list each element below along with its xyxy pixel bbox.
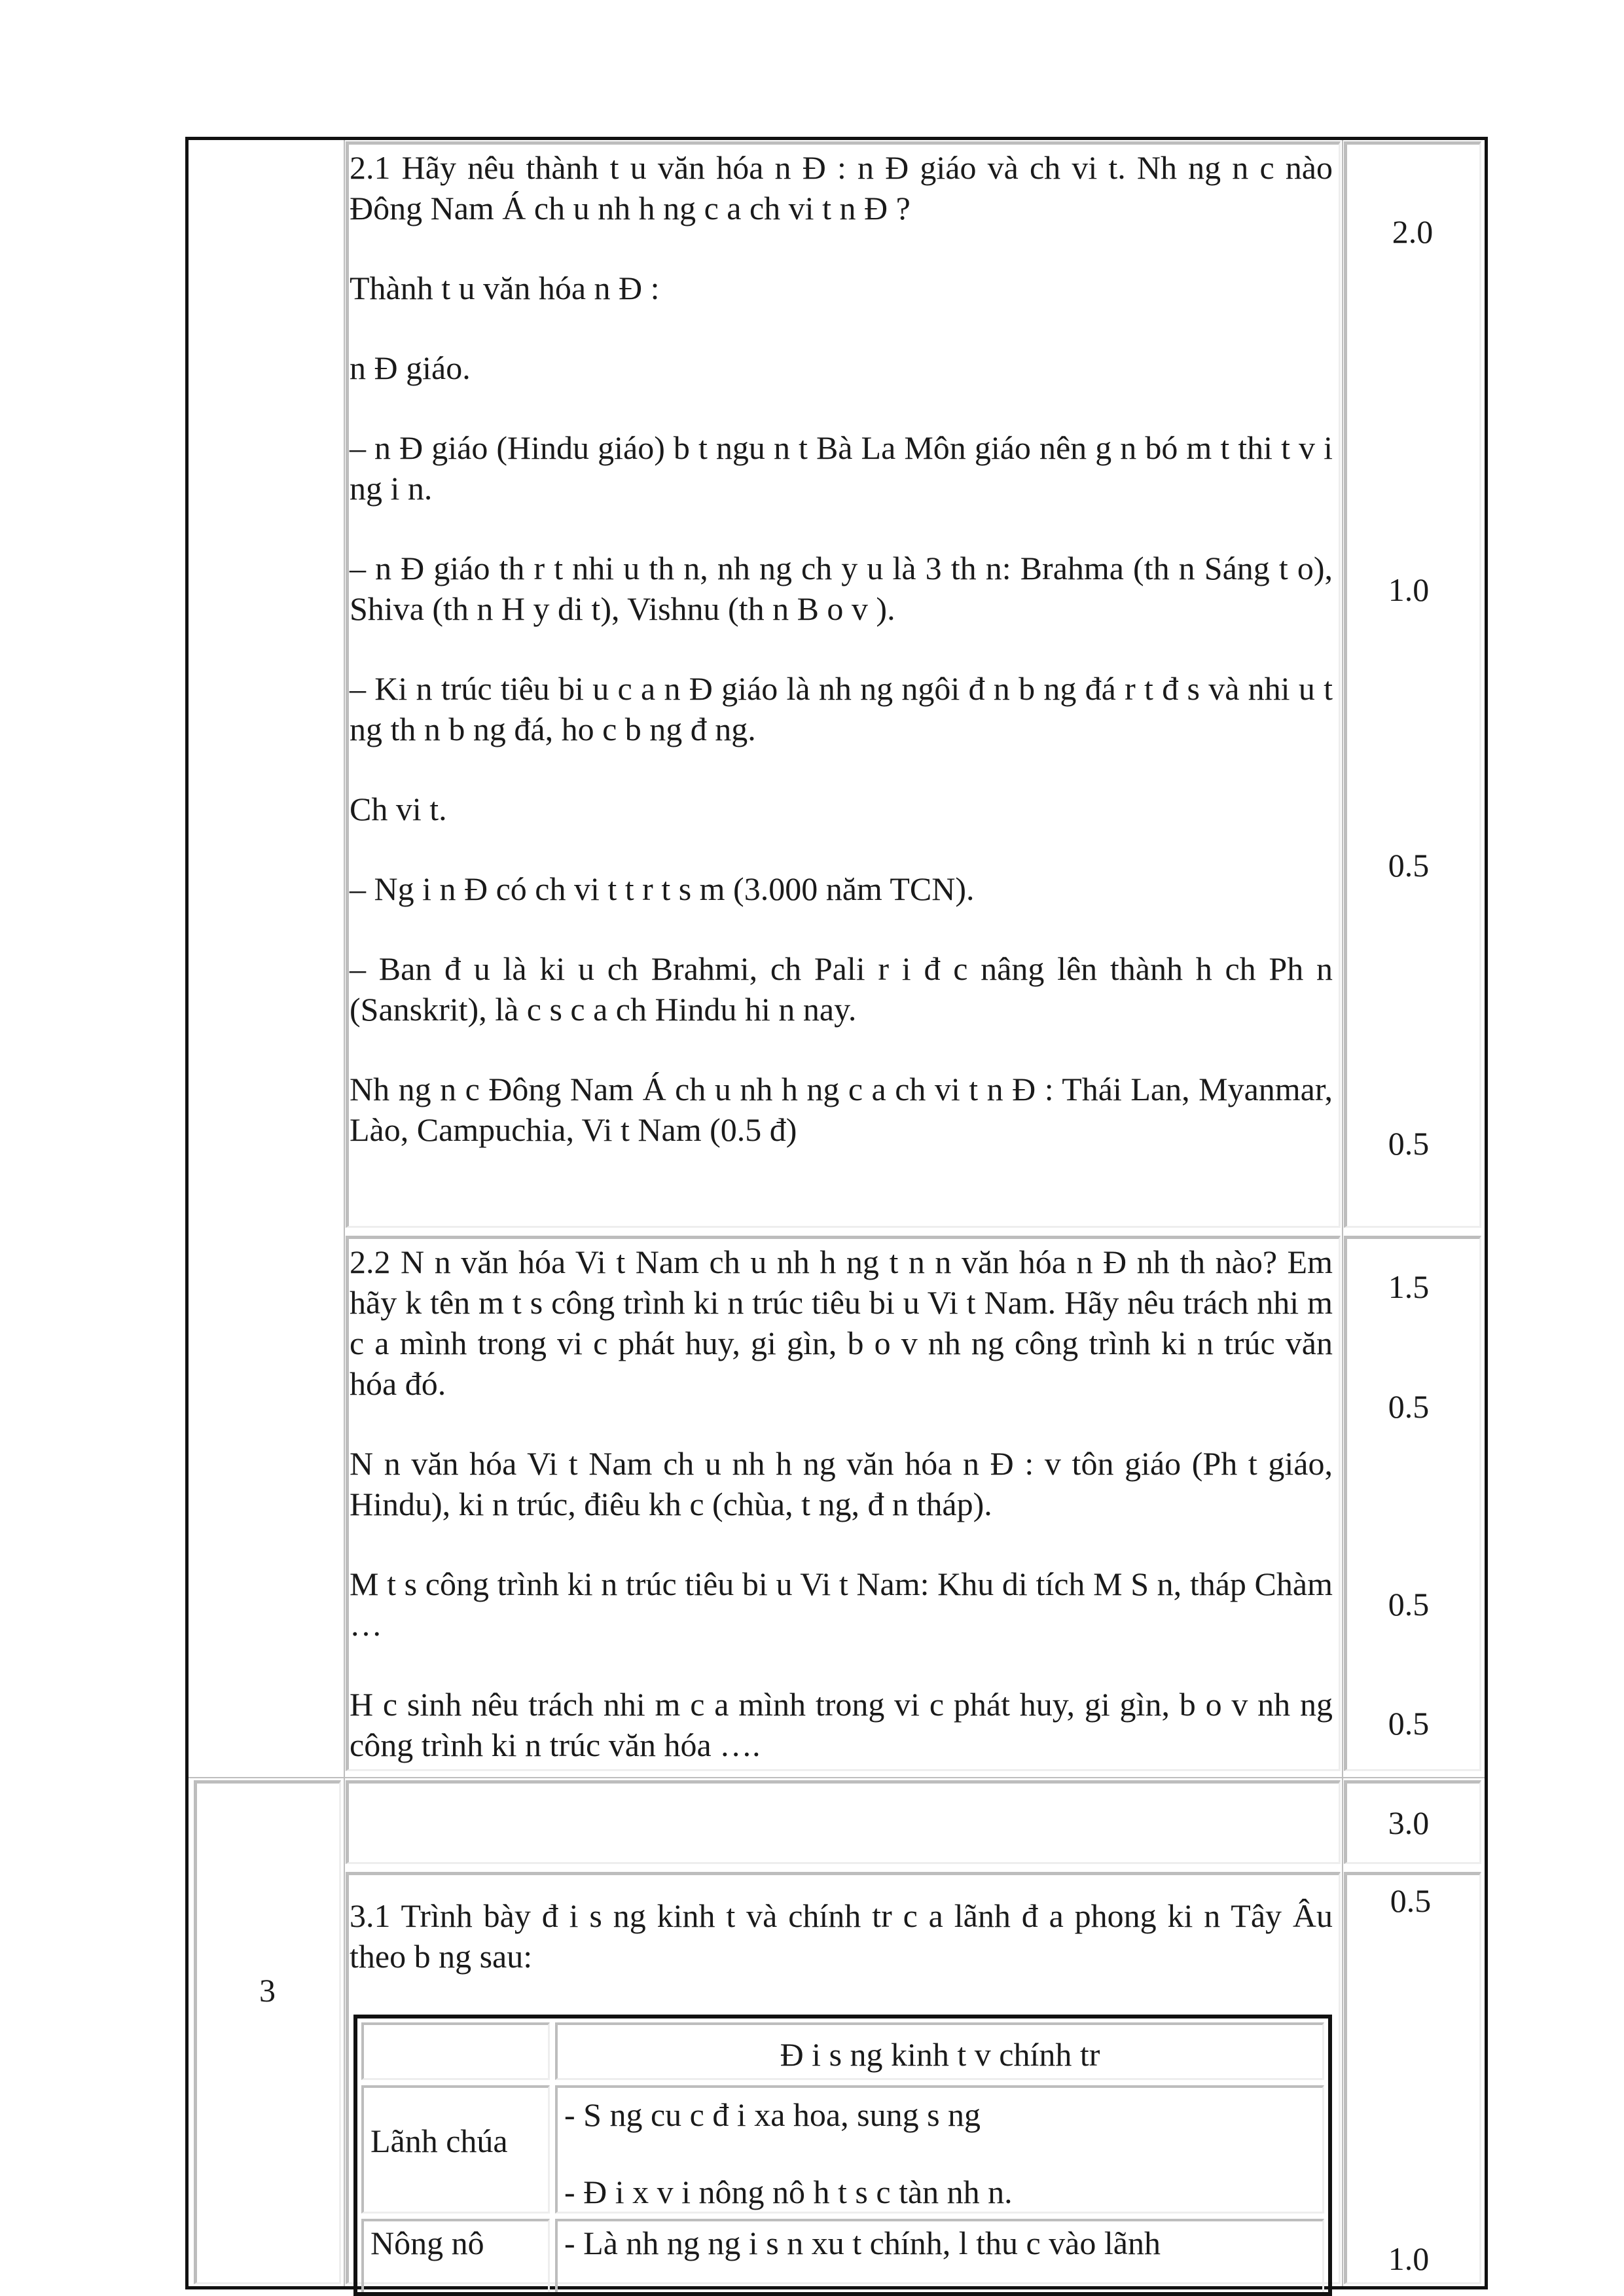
score-2-2-cell	[1344, 1236, 1481, 1771]
section-3-label: 3	[259, 1972, 276, 2009]
table-corner-cell	[361, 2022, 550, 2080]
section-3-blank-cell	[346, 1780, 1341, 1864]
score-value: 1.5	[1388, 1268, 1430, 1305]
score-value: 1.0	[1388, 2240, 1430, 2277]
score-2-1-cell	[1344, 141, 1481, 1228]
table-row-line: - Là nh ng ng i s n xu t chính, l thu c vào lãnh	[564, 2225, 1161, 2261]
score-value: 0.5	[1388, 1125, 1430, 1162]
answer-item: – Ban đ u là ki u ch Brahmi, ch Pali r i đ c nâng lên thành h ch Ph n (Sanskrit), là c s c a ch Hindu hi n nay.	[350, 950, 1333, 1028]
table-row-content-cell	[555, 2085, 1324, 2214]
score-value: 0.5	[1390, 1882, 1432, 1919]
answer-item: Ch vi t.	[350, 791, 447, 827]
section-2-2-text	[350, 1242, 1333, 1765]
question-3-1: 3.1 Trình bày đ i s ng kinh t và chính tr c a lãnh đ a phong ki n Tây Âu theo b ng sau:	[350, 1897, 1333, 1975]
score-value: 0.5	[1388, 1705, 1430, 1742]
row-label-nong-no: Nông nô	[370, 2225, 484, 2261]
section-3-total-score: 3.0	[1388, 1804, 1430, 1841]
answer-item: n Đ giáo.	[350, 350, 471, 386]
question-2-2: 2.2 N n văn hóa Vi t Nam ch u nh h ng t n n văn hóa n Đ nh th nào? Em hãy k tên m t s công trình ki n trúc tiêu bi u Vi t Nam. Hãy nêu trách nhi m c a mình trong vi c phát huy, gi gìn, b o v nh ng công trình ki n trúc văn hóa đó.	[350, 1244, 1333, 1402]
answer-item: – Ki n trúc tiêu bi u c a n Đ giáo là nh ng ngôi đ n b ng đá r t đ s và nhi u t ng th n b ng đá, ho c b ng đ ng.	[350, 670, 1333, 747]
table-row-line: - S ng cu c đ i xa hoa, sung s ng	[564, 2096, 981, 2133]
table-row-content-cell	[555, 2219, 1324, 2296]
answer-item: – n Đ giáo (Hindu giáo) b t ngu n t Bà La Môn giáo nên g n bó m t thi t v i ng i n.	[350, 429, 1333, 507]
column-divider	[344, 140, 345, 2286]
table-header-cell	[555, 2022, 1324, 2080]
table-row-label-cell	[361, 2219, 550, 2296]
column-divider	[1342, 140, 1343, 2286]
section-2-1-text	[350, 147, 1333, 1150]
answer-item: M t s công trình ki n trúc tiêu bi u Vi t Nam: Khu di tích M S n, tháp Chàm …	[350, 1566, 1333, 1643]
answer-item: – Ng i n Đ có ch vi t t r t s m (3.000 năm TCN).	[350, 870, 975, 907]
feudal-life-table	[353, 2015, 1332, 2296]
score-value: 2.0	[1392, 213, 1434, 250]
answer-item: Thành t u văn hóa n Đ :	[350, 270, 660, 306]
score-3-1-cell	[1344, 1872, 1481, 2284]
table-row-line: - Đ i x v i nông nô h t s c tàn nh n.	[564, 2174, 1013, 2210]
section-3-label-cell	[194, 1780, 341, 2284]
answer-item: H c sinh nêu trách nhi m c a mình trong vi c phát huy, gi gìn, b o v nh ng công trình ki n trúc văn hóa ….	[350, 1686, 1333, 1763]
row-divider	[189, 1777, 1485, 1778]
answer-item: – n Đ giáo th r t nhi u th n, nh ng ch y u là 3 th n: Brahma (th n Sáng t o), Shiva (th n H y di t), Vishnu (th n B o v ).	[350, 550, 1333, 627]
score-value: 0.5	[1388, 1586, 1430, 1623]
score-value: 1.0	[1388, 571, 1430, 608]
score-value: 0.5	[1388, 1388, 1430, 1425]
answer-item: N n văn hóa Vi t Nam ch u nh h ng văn hóa n Đ : v tôn giáo (Ph t giáo, Hindu), ki n trúc, điêu kh c (chùa, t ng, đ n tháp).	[350, 1445, 1333, 1522]
question-2-1: 2.1 Hãy nêu thành t u văn hóa n Đ : n Đ giáo và ch vi t. Nh ng n c nào Đông Nam Á ch u nh h ng c a ch vi t n Đ ?	[350, 149, 1333, 226]
row-label-lanh-chua: Lãnh chúa	[370, 2123, 508, 2159]
table-header: Đ i s ng kinh t v chính tr	[780, 2036, 1100, 2073]
score-value: 0.5	[1388, 847, 1430, 884]
table-row-label-cell	[361, 2085, 550, 2214]
answer-item: Nh ng n c Đông Nam Á ch u nh h ng c a ch vi t n Đ : Thái Lan, Myanmar, Lào, Campuchia, Vi t Nam (0.5 đ)	[350, 1071, 1333, 1148]
